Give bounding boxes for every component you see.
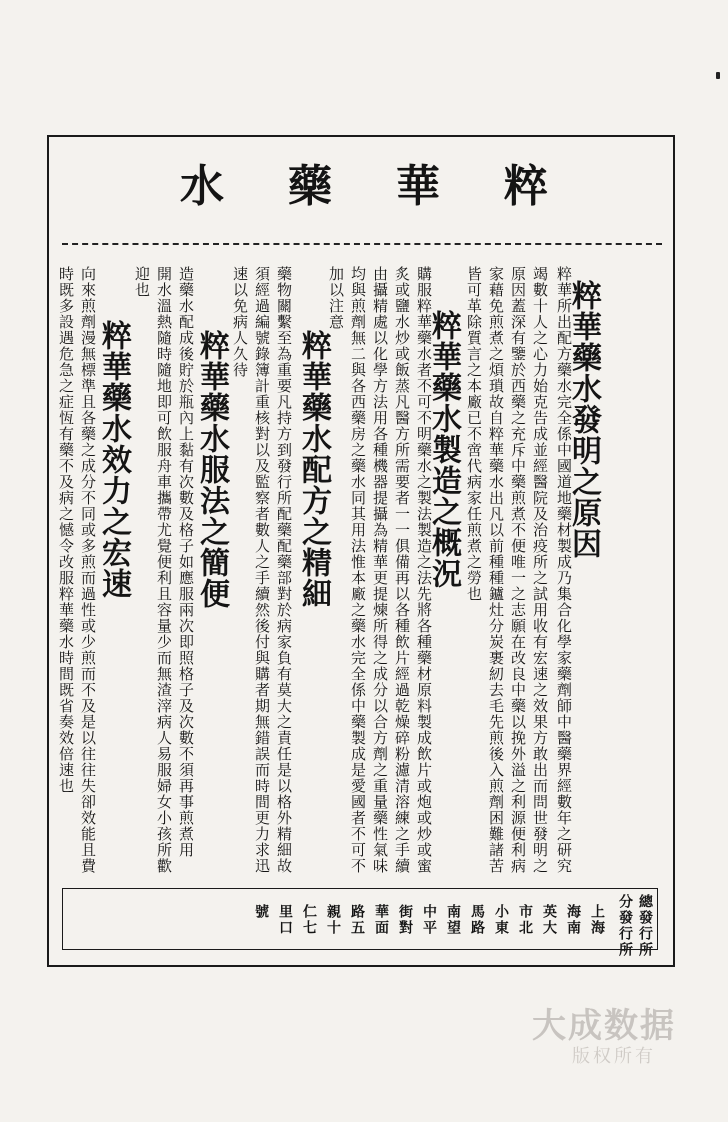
watermark-brand: 大成数据 — [532, 1006, 676, 1046]
divider-dashed — [62, 243, 662, 245]
heading-efficacy: 粹華藥水效力之宏速 — [96, 320, 131, 599]
title-char-4: 粹 — [504, 161, 548, 212]
s3-line-1: 藥物關繫至為重要凡持方到發行所配藥配藥部對於病家負有莫大之責任是以格外精細故 — [275, 266, 293, 874]
s4-line-2: 開水溫熱隨時隨地即可飲服舟車攜帶尤覺便利且容量少而無渣滓病人易服婦女小孩所歡 — [155, 266, 173, 874]
page-title — [0, 150, 728, 218]
address-col-9: 街對 — [397, 904, 413, 936]
s4-line-1: 造藥水配成後貯於瓶內上黏有次數及格子如應服兩次即照格子及次數不須再事煎煮用 — [177, 266, 195, 858]
title-char-3: 華 — [396, 161, 440, 212]
s1-line-5: 皆可革除質言之本廠已不啻代病家任煎煮之勞也 — [465, 266, 483, 602]
address-col-4: 市北 — [517, 904, 533, 936]
s2-line-5: 加以注意 — [327, 266, 345, 330]
address-label-total: 總發行所 — [637, 894, 653, 958]
s4-line-3: 迎也 — [133, 266, 151, 298]
s1-line-2: 竭數十人之心力始克告成並經醫院及治疫所之試用收有宏速之效果方敢出而問世發明之 — [531, 266, 549, 874]
s1-line-4: 家藉免煎煮之煩瑣故自粹華藥水出凡以前種種鑪灶分炭裹紉去毛先煎後入煎劑困難諸苦 — [487, 266, 505, 874]
s1-line-1: 粹華所出配方藥水完全係中國道地藥材製成乃集合化學家藥劑師中醫藥界經數年之研究 — [555, 266, 573, 874]
s2-line-4: 均與煎劑無二與各西藥房之藥水同其用法惟本廠之藥水完全係中藥製成是愛國者不可不 — [349, 266, 367, 874]
ink-speck — [716, 72, 720, 79]
address-col-8: 中平 — [421, 904, 437, 936]
heading-prescription: 粹華藥水配方之精細 — [296, 330, 331, 609]
s5-line-1: 向來煎劑漫無標準且各藥之成分不同或多煎而過性或少煎而不及是以往往失卻效能且費 — [79, 266, 97, 874]
address-col-14: 里口 — [277, 904, 293, 936]
title-char-2: 藥 — [288, 161, 332, 212]
address-col-6: 馬路 — [469, 904, 485, 936]
s5-line-2: 時既多設遇危急之症恆有藥不及病之憾令改服粹華藥水時間既省奏效倍速也 — [57, 266, 75, 794]
address-label-branch: 分發行所 — [617, 894, 633, 958]
heading-origin: 粹華藥水發明之原因 — [566, 280, 601, 559]
address-col-12: 親十 — [325, 904, 341, 936]
s3-line-3: 速以免病人久待 — [231, 266, 249, 378]
address-col-15: 號 — [253, 904, 269, 920]
s1-line-3: 原因蓋深有鑒於西藥之充斥中藥煎煮不便唯一之志願在改良中藥以挽外溢之利源便利病 — [509, 266, 527, 874]
title-char-1: 水 — [180, 161, 224, 212]
address-col-2: 海南 — [565, 904, 581, 936]
address-col-13: 仁七 — [301, 904, 317, 936]
s2-line-3: 由攝精處以化學方法用各種機器提攝為精華更提煉所得之成分以合方劑之重量藥性氣味 — [371, 266, 389, 874]
address-col-5: 小東 — [493, 904, 509, 936]
address-col-1: 上海 — [589, 904, 605, 936]
s2-line-2: 炙或鹽水炒或飯蒸凡醫方所需要者一一俱備再以各種飲片經過乾燥碎粉濾清溶練之手續 — [393, 266, 411, 874]
address-col-3: 英大 — [541, 904, 557, 936]
address-col-11: 路五 — [349, 904, 365, 936]
address-col-10: 華面 — [373, 904, 389, 936]
watermark-rights: 版权所有 — [572, 1046, 656, 1067]
heading-manufacture: 粹華藥水製造之概況 — [426, 310, 461, 589]
s3-line-2: 須經過編號錄簿計重核對以及監察者數人之手續然後付與購者期無錯誤而時間更力求迅 — [253, 266, 271, 874]
heading-usage: 粹華藥水服法之簡便 — [194, 330, 229, 609]
s2-line-1: 購服粹華藥水者不可不明藥水之製法製造之法先將各種藥材原料製成飲片或炮或炒或蜜 — [415, 266, 433, 874]
address-col-7: 南望 — [445, 904, 461, 936]
